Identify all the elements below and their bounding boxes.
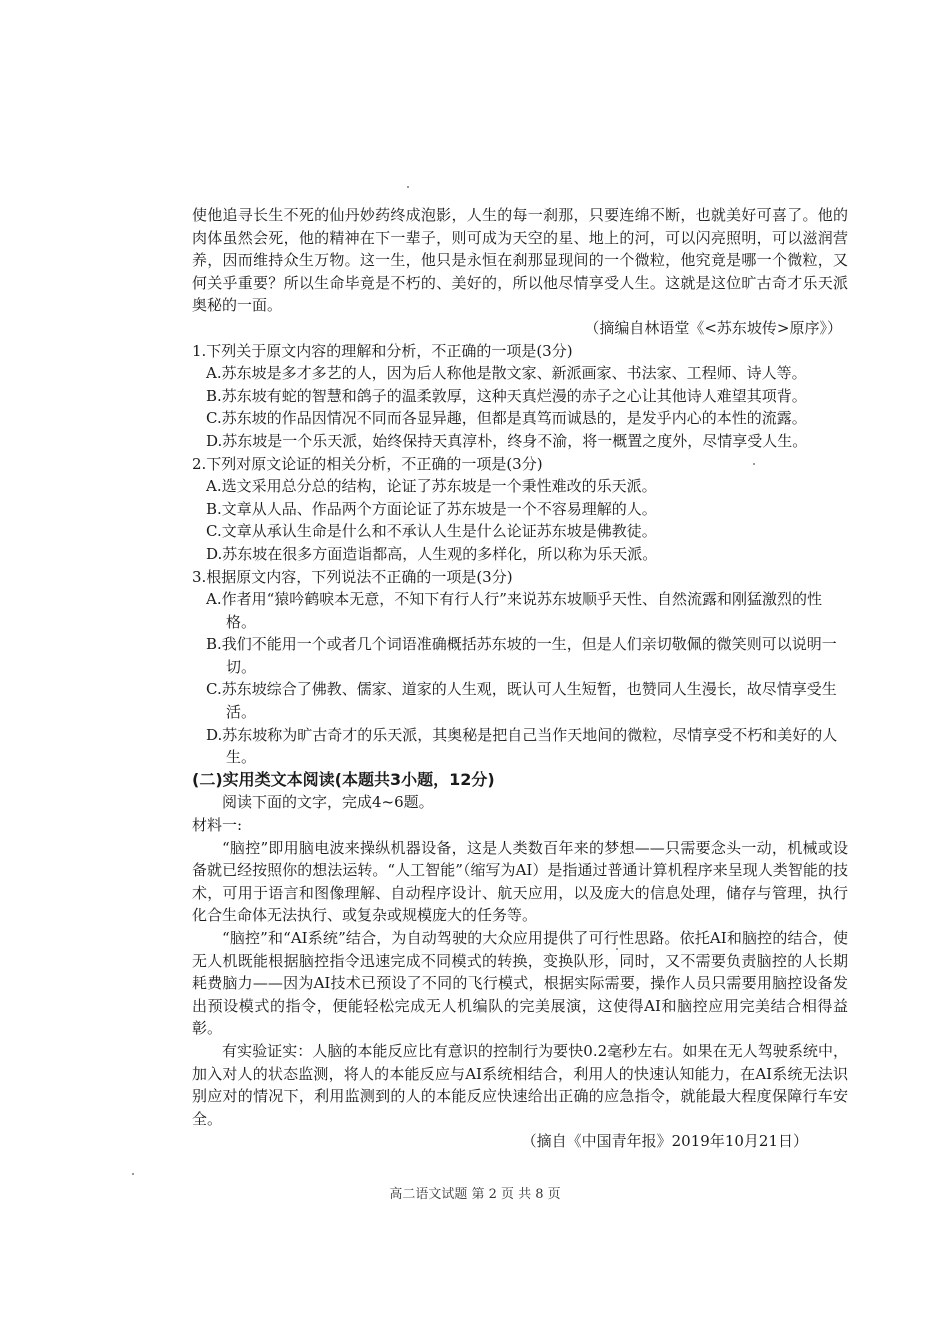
option-c: C.苏东坡的作品因情况不同而各显异趣，但都是真笃而诚恳的，是发乎内心的本性的流露。 (206, 409, 807, 428)
material-source: （摘自《中国青年报》2019年10月21日） (521, 1132, 808, 1151)
section-instruction: 阅读下面的文字，完成4~6题。 (222, 793, 434, 812)
option-b: B.文章从人品、作品两个方面论证了苏东坡是一个不容易理解的人。 (206, 499, 657, 518)
option-d: D.苏东坡是一个乐天派，始终保持天真淳朴，终身不渝，将一概置之度外，尽情享受人生。 (206, 431, 808, 450)
passage-source: （摘编自林语堂《<苏东坡传>原序》） (584, 318, 842, 337)
scan-speck (407, 186, 409, 188)
option-a: A.作者用“猿吟鹤唳本无意，不知下有行人行”来说苏东坡顺乎天性、自然流露和刚猛激烈的性格。 (206, 590, 822, 631)
material-paragraph: “脑控”即用脑电波来操纵机器设备，这是人类数百年来的梦想——只需要念头一动，机械或设备就已经按照你的想法运转。“人工智能”（缩写为AI）是指通过普通计算机程序来呈现人类智能的技术，可用于语言和图像理解、自动程序设计、航天应用，以及庞大的信息处理，储存与管理，执行化合生命体无法执行、或复杂或规模庞大的任务等。 (192, 838, 848, 925)
scan-speck (132, 1173, 134, 1175)
option-d: D.苏东坡称为旷古奇才的乐天派，其奥秘是把自己当作天地间的微粒，尽情享受不朽和美好的人生。 (206, 725, 838, 767)
material-paragraph: 有实验证实：人脑的本能反应比有意识的控制行为要快0.2毫秒左右。如果在无人驾驶系统中，加入对人的状态监测，将人的本能反应与AI系统相结合，利用人的快速认知能力，在AI系统无法识别应对的情况下，利用监测到的人的本能反应快速给出正确的应急指令，就能最大程度保障行车安全。 (192, 1041, 848, 1128)
option-d: D.苏东坡在很多方面造诣都高，人生观的多样化，所以称为乐天派。 (206, 544, 658, 563)
option-b: B.苏东坡有蛇的智慧和鸽子的温柔敦厚，这种天真烂漫的赤子之心让其他诗人难望其项背。 (206, 386, 807, 405)
option-b: B.我们不能用一个或者几个词语准确概括苏东坡的一生，但是人们亲切敬佩的微笑则可以说明一切。 (206, 635, 837, 676)
passage-paragraph: 使他追寻长生不死的仙丹妙药终成泡影，人生的每一刹那，只要连绵不断，也就美好可喜了。他的肉体虽然会死，他的精神在下一辈子，则可成为天空的星、地上的河，可以闪亮照明，可以滋润营养，因而维持众生万物。这一生，他只是永恒在刹那显现间的一个微粒，他究竟是哪一个微粒，又何关乎重要？所以生命毕竟是不朽的、美好的，所以他尽情享受人生。这就是这位旷古奇才乐天派奥秘的一面。 (192, 206, 848, 315)
question-2 (192, 453, 848, 566)
question-stem: 2.下列对原文论证的相关分析，不正确的一项是(3分) (192, 454, 543, 473)
question-stem: 1.下列关于原文内容的理解和分析，不正确的一项是(3分) (192, 341, 573, 360)
option-a: A.苏东坡是多才多艺的人，因为后人称他是散文家、新派画家、书法家、工程师、诗人等。 (206, 364, 807, 383)
option-a: A.选文采用总分总的结构，论证了苏东坡是一个秉性难改的乐天派。 (206, 477, 657, 496)
option-c: C.苏东坡综合了佛教、儒家、道家的人生观，既认可人生短暂，也赞同人生漫长，故尽情享受生活。 (206, 680, 837, 722)
material-paragraph: “脑控”和“AI系统”结合，为自动驾驶的大众应用提供了可行性思路。依托AI和脑控的结合，使无人机既能根据脑控指令迅速完成不同模式的转换，变换队形，同时，又不需要负责脑控的人长期耗费脑力——因为AI技术已预设了不同的飞行模式，根据实际需要，操作人员只需要用脑控设备发出预设模式的指令，便能轻松完成无人机编队的完美展演，这使得AI和脑控应用完美结合相得益彰。 (192, 929, 848, 1038)
question-1 (192, 340, 848, 453)
page-content (192, 204, 848, 1153)
page-footer: 高二语文试题 第 2 页 共 8 页 (389, 1187, 561, 1202)
section-heading: (二)实用类文本阅读(本题共3小题，12分) (192, 769, 495, 789)
material-label: 材料一: (192, 816, 243, 835)
question-3 (192, 566, 848, 769)
option-c: C.文章从承认生命是什么和不承认人生是什么论证苏东坡是佛教徒。 (206, 522, 657, 541)
question-stem: 3.根据原文内容，下列说法不正确的一项是(3分) (192, 567, 513, 586)
